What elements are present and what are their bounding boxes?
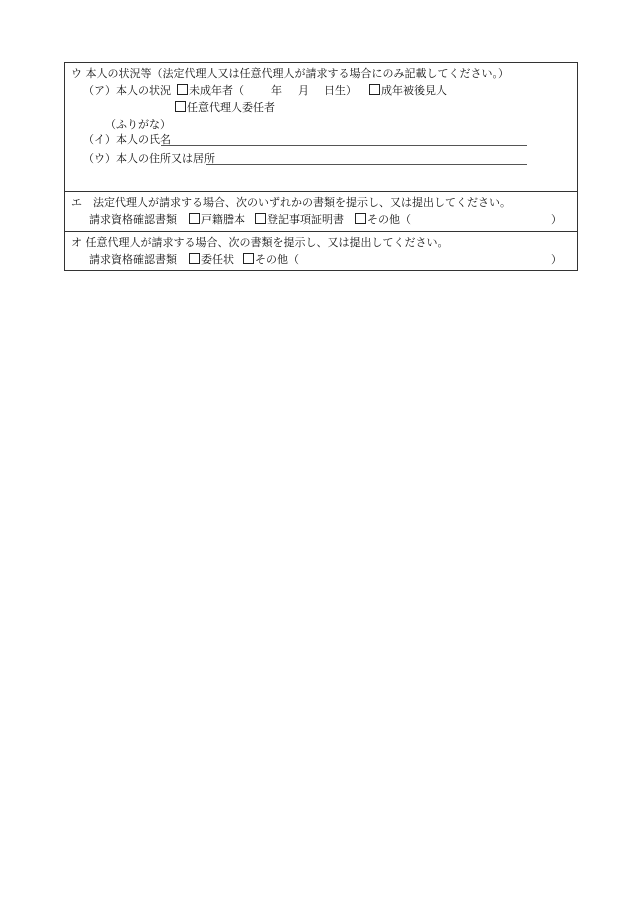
power-of-attorney-option[interactable] — [189, 251, 234, 268]
section-principal-status — [65, 63, 577, 191]
section-voluntary-representative — [65, 231, 577, 270]
birth-month-label: 月 — [298, 84, 309, 97]
name-field[interactable] — [161, 145, 527, 146]
section-o-other-close: ） — [551, 253, 562, 266]
principal-checkbox[interactable] — [175, 101, 186, 112]
status-label: （ア）本人の状況 — [83, 84, 171, 97]
minor-label: 未成年者（ — [189, 84, 244, 97]
registry-certificate-checkbox[interactable] — [255, 213, 266, 224]
principal-label: 任意代理人委任者 — [187, 101, 275, 114]
adult-ward-checkbox[interactable] — [369, 84, 380, 95]
section-o-docs-label: 請求資格確認書類 — [89, 253, 177, 266]
family-register-checkbox[interactable] — [189, 213, 200, 224]
section-e-other-close: ） — [551, 213, 562, 226]
power-of-attorney-checkbox[interactable] — [189, 253, 200, 264]
registry-certificate-option[interactable] — [255, 211, 344, 228]
address-field[interactable] — [206, 164, 527, 165]
section-o-other-label: その他（ — [255, 253, 299, 266]
section-o-other-option[interactable] — [243, 251, 299, 268]
section-e-other-label: その他（ — [367, 213, 411, 226]
minor-option[interactable] — [177, 82, 244, 99]
furigana-label: （ふりがな） — [105, 118, 171, 131]
family-register-option[interactable] — [189, 211, 245, 228]
section-e-other-checkbox[interactable] — [355, 213, 366, 224]
section-legal-representative — [65, 191, 577, 231]
family-register-label: 戸籍謄本 — [201, 213, 245, 226]
section-e-other-option[interactable] — [355, 211, 411, 228]
address-label: （ウ）本人の住所又は居所 — [83, 152, 215, 165]
power-of-attorney-label: 委任状 — [201, 253, 234, 266]
birth-day-label: 日生） — [324, 84, 357, 97]
adult-ward-option[interactable] — [369, 82, 447, 99]
section-e-docs-label: 請求資格確認書類 — [89, 213, 177, 226]
section-o-heading: オ 任意代理人が請求する場合、次の書類を提示し、又は提出してください。 — [71, 236, 449, 249]
name-label: （イ）本人の氏名 — [83, 133, 171, 146]
section-u-heading: ウ 本人の状況等（法定代理人又は任意代理人が請求する場合にのみ記載してください。） — [71, 67, 509, 80]
adult-ward-label: 成年被後見人 — [381, 84, 447, 97]
registry-certificate-label: 登記事項証明書 — [267, 213, 344, 226]
birth-year-label: 年 — [271, 84, 282, 97]
section-o-other-checkbox[interactable] — [243, 253, 254, 264]
section-e-heading: エ 法定代理人が請求する場合、次のいずれかの書類を提示し、又は提出してください。 — [71, 196, 511, 209]
principal-option[interactable] — [175, 99, 275, 116]
minor-checkbox[interactable] — [177, 84, 188, 95]
representative-request-form — [64, 62, 578, 271]
